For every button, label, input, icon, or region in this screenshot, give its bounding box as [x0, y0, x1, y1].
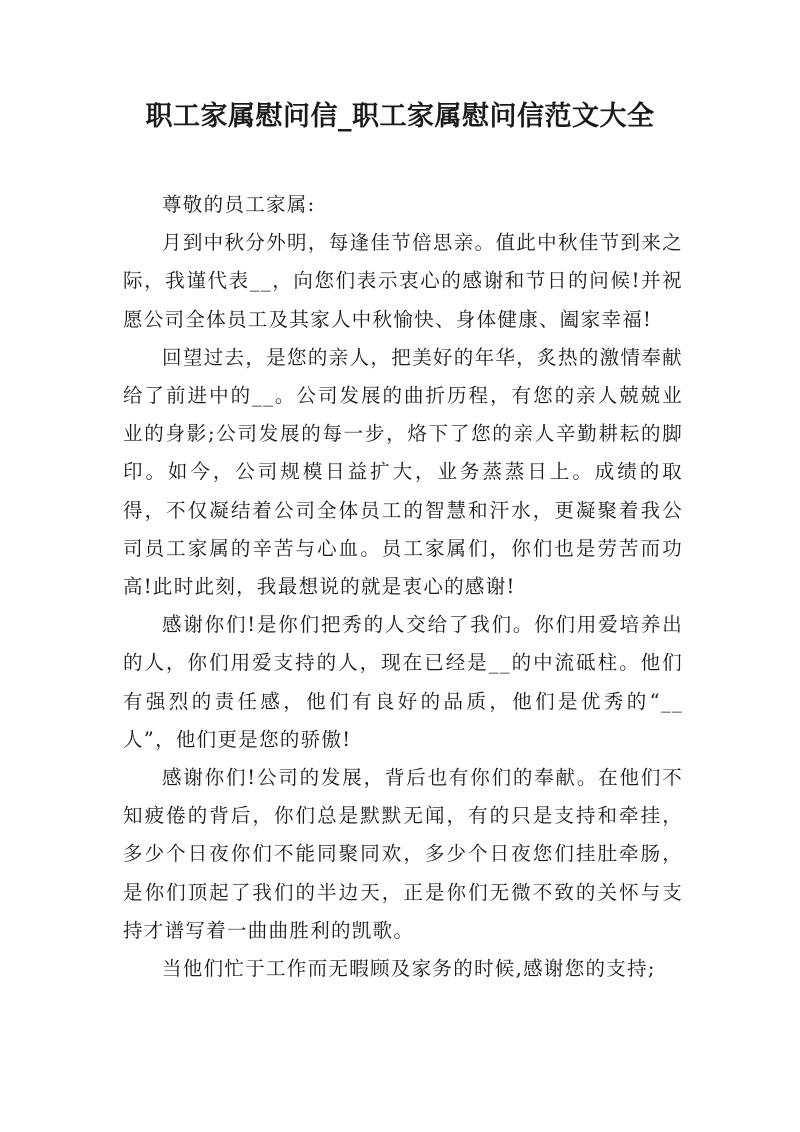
- document-body: [123, 186, 683, 988]
- paragraph-thanks-talent: 感谢你们!是你们把秀的人交给了我们。你们用爱培养出的人，你们用爱支持的人，现在已经是__的中流砥柱。他们有强烈的责任感，他们有良好的品质，他们是优秀的“__人”，他们更是您的骄傲!: [123, 613, 683, 751]
- paragraph-thanks-dedication: 感谢你们!公司的发展，背后也有你们的奉献。在他们不知疲倦的背后，你们总是默默无闻，有的只是支持和牵挂，多少个日夜你们不能同聚同欢，多少个日夜您们挂肚牵肠，是你们顶起了我们的半边天，正是你们无微不致的关怀与支持才谱写着一曲曲胜利的凯歌。: [123, 766, 683, 942]
- paragraph-looking-back: 回望过去，是您的亲人，把美好的年华，炙热的激情奉献给了前进中的__。公司发展的曲折历程，有您的亲人兢兢业业的身影;公司发展的每一步，烙下了您的亲人辛勤耕耘的脚印。如今，公司规模日益扩大，业务蒸蒸日上。成绩的取得，不仅凝结着公司全体员工的智慧和汗水，更凝聚着我公司员工家属的辛苦与心血。员工家属们，你们也是劳苦而功高!此时此刻，我最想说的就是衷心的感谢!: [123, 345, 683, 599]
- salutation: 尊敬的员工家属:: [162, 193, 316, 216]
- paragraph-mid-autumn-greeting: 月到中秋分外明，每逢佳节倍思亲。值此中秋佳节到来之际，我谨代表__，向您们表示衷心的感谢和节日的问候!并祝愿公司全体员工及其家人中秋愉快、身体健康、阖家幸福!: [123, 231, 683, 331]
- document-title: 职工家属慰问信_职工家属慰问信范文大全: [145, 101, 655, 132]
- paragraph-thanks-support: 当他们忙于工作而无暇顾及家务的时候,感谢您的支持;: [162, 957, 656, 981]
